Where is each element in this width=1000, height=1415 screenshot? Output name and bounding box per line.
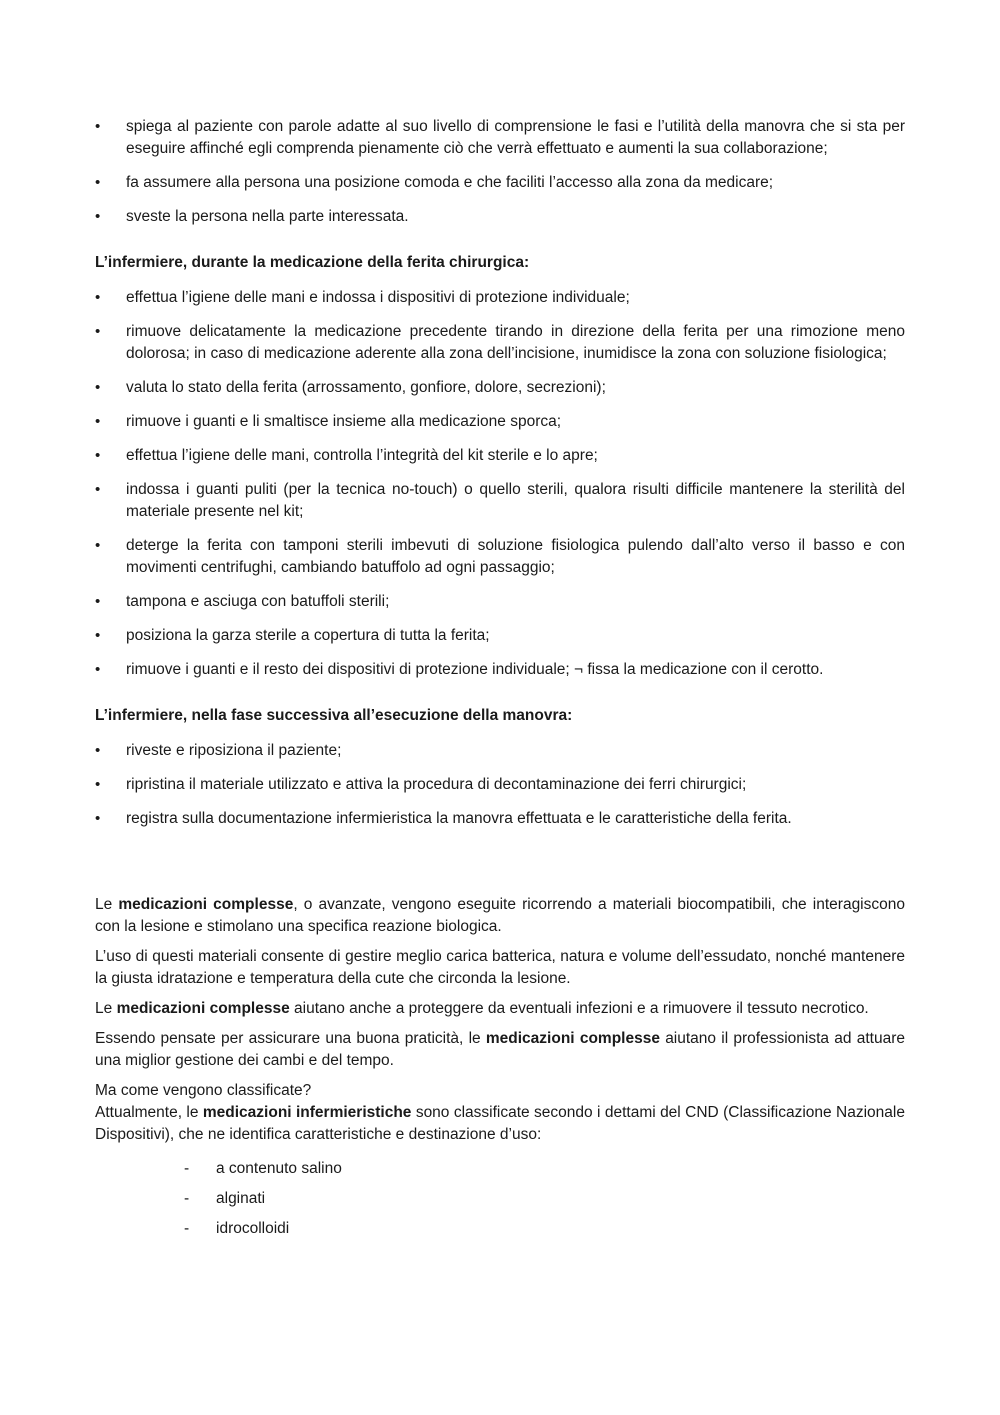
- dash-icon: -: [184, 1160, 190, 1177]
- list-item: - alginati: [184, 1188, 905, 1210]
- list-item: • spiega al paziente con parole adatte al suo livello di comprensione le fasi e l’utilità della manovra che si sta per eseguire affinché egli comprenda pienamente ciò che verrà effettuato e aumenti la sua collaborazione;: [95, 118, 905, 157]
- bullet-icon: •: [95, 627, 101, 644]
- bullet-icon: •: [95, 593, 101, 610]
- list-item: - a contenuto salino: [184, 1158, 905, 1180]
- bullet-icon: •: [95, 810, 101, 827]
- emphasis: medicazioni infermieristiche: [202, 1104, 412, 1121]
- during-list: [95, 287, 905, 681]
- list-item: • ripristina il materiale utilizzato e attiva la procedura di decontaminazione dei ferri chirurgici;: [95, 774, 905, 796]
- list-item: • posiziona la garza sterile a copertura di tutta la ferita;: [95, 625, 905, 647]
- bullet-icon: •: [95, 776, 101, 793]
- paragraph-classification: Attualmente, le medicazioni infermieristiche sono classificate secondo i dettami del CND (Classificazione Nazionale Dispositivi), che ne identifica caratteristiche e destinazione d’uso:: [95, 1104, 905, 1143]
- bullet-icon: •: [95, 537, 101, 554]
- list-item: • rimuove delicatamente la medicazione precedente tirando in direzione della ferita per una rimozione meno dolorosa; in caso di medicazione aderente alla zona dell’incisione, inumidisce la zona con soluzione fisiologica;: [95, 323, 905, 362]
- list-item: • registra sulla documentazione infermieristica la manovra effettuata e le caratteristiche della ferita.: [95, 808, 905, 830]
- list-item: • fa assumere alla persona una posizione comoda e che faciliti l’accesso alla zona da medicare;: [95, 172, 905, 194]
- dash-icon: -: [184, 1220, 190, 1237]
- bullet-icon: •: [95, 323, 101, 340]
- list-item: • rimuove i guanti e il resto dei dispositivi di protezione individuale; ¬ fissa la medicazione con il cerotto.: [95, 659, 905, 681]
- bullet-icon: •: [95, 289, 101, 306]
- bullet-icon: •: [95, 742, 101, 759]
- list-item: • deterge la ferita con tamponi sterili imbevuti di soluzione fisiologica pulendo dall’alto verso il basso e con movimenti centrifughi, cambiando batuffolo ad ogni passaggio;: [95, 537, 905, 576]
- emphasis: medicazioni complesse: [118, 896, 294, 913]
- list-item: • effettua l’igiene delle mani e indossa i dispositivi di protezione individuale;: [95, 287, 905, 309]
- dash-icon: -: [184, 1190, 190, 1207]
- bullet-icon: •: [95, 481, 101, 498]
- bullet-icon: •: [95, 447, 101, 464]
- emphasis: medicazioni complesse: [485, 1030, 660, 1047]
- bullet-icon: •: [95, 413, 101, 430]
- spacer: [95, 842, 905, 894]
- after-list: [95, 740, 905, 830]
- classification-list: [95, 1158, 905, 1240]
- bullet-icon: •: [95, 174, 101, 191]
- list-item: • indossa i guanti puliti (per la tecnica no-touch) o quello sterili, qualora risulti difficile mantenere la sterilità del materiale presente nel kit;: [95, 481, 905, 520]
- emphasis: medicazioni complesse: [116, 1000, 290, 1017]
- bullet-icon: •: [95, 118, 101, 135]
- paragraph-complex-dressings: Le medicazioni complesse, o avanzate, vengono eseguite ricorrendo a materiali biocompatibili, che interagiscono con la lesione e stimolano una specifica reazione biologica.: [95, 896, 905, 935]
- preparation-list: [95, 116, 905, 228]
- list-item: • effettua l’igiene delle mani, controlla l’integrità del kit sterile e lo apre;: [95, 445, 905, 467]
- list-item: • rimuove i guanti e li smaltisce insieme alla medicazione sporca;: [95, 411, 905, 433]
- list-item: • sveste la persona nella parte interessata.: [95, 206, 905, 228]
- bullet-icon: •: [95, 661, 101, 678]
- bullet-icon: •: [95, 379, 101, 396]
- list-item: • valuta lo stato della ferita (arrossamento, gonfiore, dolore, secrezioni);: [95, 377, 905, 399]
- list-item: - idrocolloidi: [184, 1218, 905, 1240]
- paragraph-protection: Le medicazioni complesse aiutano anche a proteggere da eventuali infezioni e a rimuovere il tessuto necrotico.: [95, 1000, 869, 1017]
- section-heading-during: L’infermiere, durante la medicazione della ferita chirurgica:: [95, 254, 530, 271]
- document-page: [95, 116, 905, 1248]
- list-item: • tampona e asciuga con batuffoli sterili;: [95, 591, 905, 613]
- paragraph-question: Ma come vengono classificate?: [95, 1082, 312, 1099]
- paragraph-practicality: Essendo pensate per assicurare una buona praticità, le medicazioni complesse aiutano il professionista ad attuare una miglior gestione dei cambi e del tempo.: [95, 1030, 905, 1069]
- section-heading-after: L’infermiere, nella fase successiva all’esecuzione della manovra:: [95, 707, 573, 724]
- paragraph-materials: L’uso di questi materiali consente di gestire meglio carica batterica, natura e volume dell’essudato, nonché mantenere la giusta idratazione e temperatura della cute che circonda la lesione.: [95, 948, 905, 987]
- list-item: • riveste e riposiziona il paziente;: [95, 740, 905, 762]
- bullet-icon: •: [95, 208, 101, 225]
